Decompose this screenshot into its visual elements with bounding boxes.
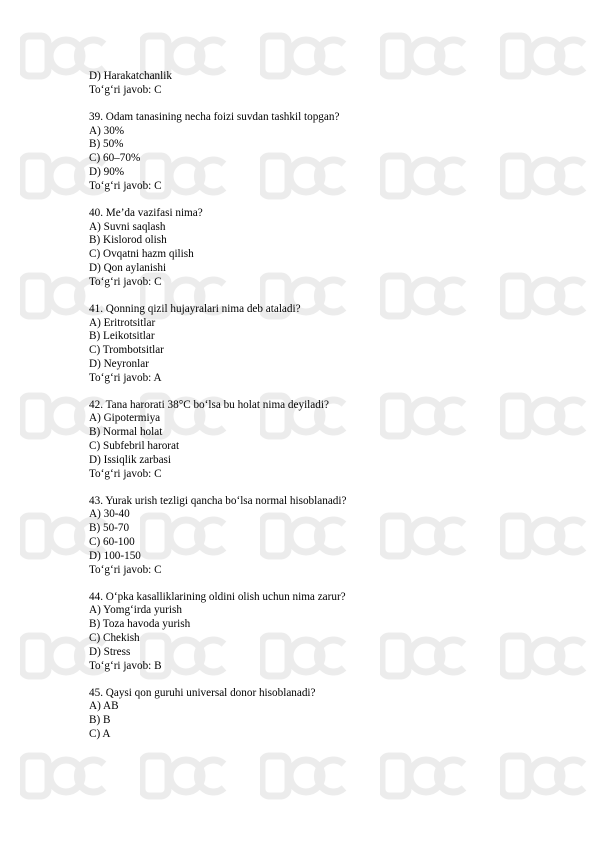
- answer-option: A) Yomg‘irda yurish: [89, 604, 182, 617]
- watermark-logo-icon: [260, 750, 352, 802]
- correct-answer: To‘g‘ri javob: A: [89, 371, 162, 384]
- question-text: 44. O‘pka kasalliklarining oldini olish uchun nima zarur?: [89, 590, 346, 603]
- blank-line: [89, 290, 569, 303]
- blank-line: [89, 481, 569, 494]
- answer-option: D) Issiqlik zarbasi: [89, 453, 172, 466]
- answer-option: A) Gipotermiya: [89, 412, 161, 425]
- answer-option: B) Kislorod olish: [89, 234, 167, 247]
- answer-option: D) 100-150: [89, 549, 141, 562]
- answer-option: D) Stress: [89, 645, 131, 658]
- answer-option: B) 50%: [89, 138, 124, 151]
- watermark-logo-icon: [380, 750, 472, 802]
- answer-option: C) Trombotsitlar: [89, 344, 164, 357]
- answer-option: A) Suvni saqlash: [89, 220, 166, 233]
- blank-line: [89, 577, 569, 590]
- blank-line: [89, 194, 569, 207]
- watermark-logo-icon: [20, 750, 112, 802]
- answer-option: C) Chekish: [89, 632, 140, 645]
- correct-answer: To‘g‘ri javob: C: [89, 83, 162, 96]
- correct-answer: To‘g‘ri javob: C: [89, 179, 162, 192]
- question-text: 43. Yurak urish tezligi qancha bo‘lsa normal hisoblanadi?: [89, 494, 347, 507]
- blank-line: [89, 673, 569, 686]
- answer-option: B) Leikotsitlar: [89, 330, 155, 343]
- answer-option: B) Toza havoda yurish: [89, 618, 191, 631]
- answer-option: D) 90%: [89, 165, 125, 178]
- correct-answer: To‘g‘ri javob: C: [89, 563, 162, 576]
- answer-option: B) B: [89, 714, 111, 727]
- answer-option: B) Normal holat: [89, 426, 163, 439]
- answer-option: A) Eritrotsitlar: [89, 316, 156, 329]
- answer-option: A) AB: [89, 700, 119, 713]
- answer-option: D) Harakatchanlik: [89, 70, 172, 82]
- answer-option: D) Neyronlar: [89, 357, 149, 370]
- answer-option: A) 30-40: [89, 508, 130, 521]
- watermark-logo-icon: [500, 750, 592, 802]
- question-text: 42. Tana harorati 38°C bo‘lsa bu holat nima deyiladi?: [89, 398, 329, 411]
- question-text: 40. Me’da vazifasi nima?: [89, 206, 203, 219]
- watermark-logo-icon: [140, 750, 232, 802]
- question-text: 41. Qonning qizil hujayralari nima deb ataladi?: [89, 302, 301, 315]
- correct-answer: To‘g‘ri javob: B: [89, 659, 162, 672]
- blank-line: [89, 98, 569, 111]
- answer-option: C) 60-100: [89, 536, 135, 549]
- correct-answer: To‘g‘ri javob: C: [89, 467, 162, 480]
- answer-option: D) Qon aylanishi: [89, 261, 167, 274]
- question-text: 45. Qaysi qon guruhi universal donor hisoblanadi?: [89, 686, 316, 699]
- answer-option: A) 30%: [89, 124, 125, 137]
- answer-option: C) Subfebril harorat: [89, 440, 180, 453]
- correct-answer: To‘g‘ri javob: C: [89, 275, 162, 288]
- answer-option: C) 60–70%: [89, 152, 141, 165]
- blank-line: [89, 386, 569, 399]
- document-body: [89, 70, 569, 742]
- answer-option: C) A: [89, 727, 111, 740]
- answer-option: B) 50-70: [89, 522, 130, 535]
- answer-option: C) Ovqatni hazm qilish: [89, 248, 194, 261]
- question-text: 39. Odam tanasining necha foizi suvdan tashkil topgan?: [89, 110, 340, 123]
